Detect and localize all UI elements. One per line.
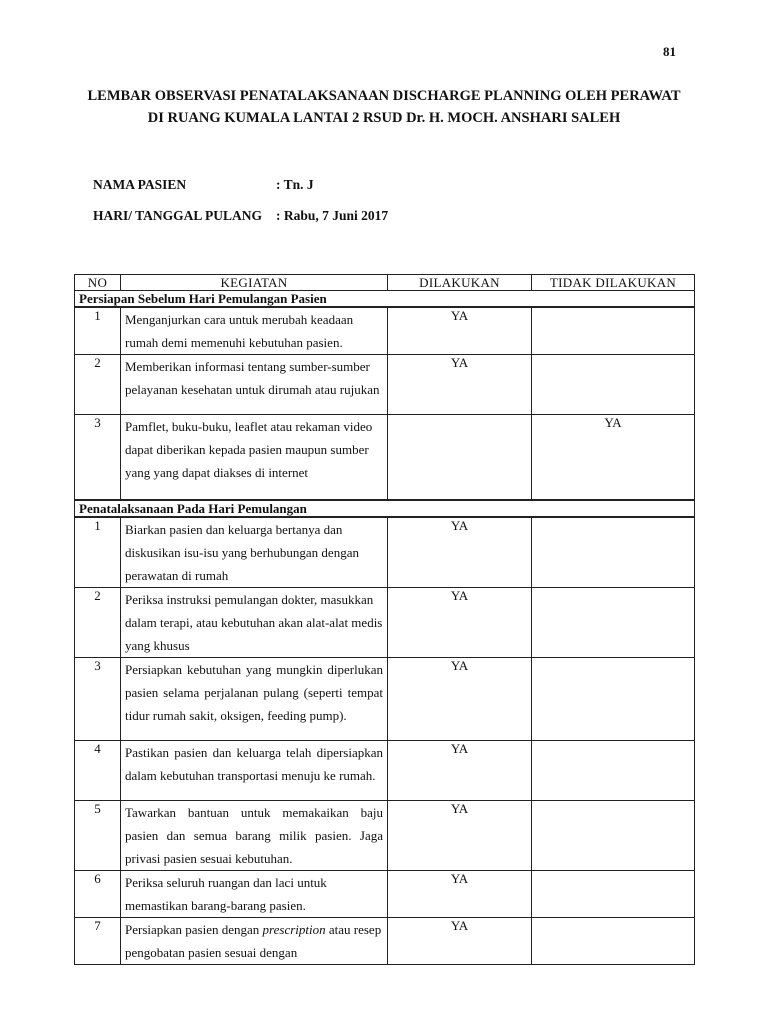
table-header-row [75, 275, 695, 291]
table-row [75, 658, 695, 741]
table-row [75, 918, 695, 965]
row-activity: Periksa seluruh ruangan dan laci untuk memastikan barang-barang pasien. [121, 871, 388, 918]
row-dilakukan: YA [388, 918, 532, 965]
patient-name-label: NAMA PASIEN [93, 177, 187, 192]
table-row [75, 355, 695, 415]
header-tidak-dilakukan: TIDAK DILAKUKAN [532, 275, 695, 291]
row-number: 2 [75, 355, 121, 415]
row-tidak-dilakukan [532, 517, 695, 588]
discharge-date-label: HARI/ TANGGAL PULANG [93, 208, 263, 223]
section-header-row [75, 500, 695, 517]
row-dilakukan: YA [388, 741, 532, 801]
row-tidak-dilakukan [532, 588, 695, 658]
row-activity: Tawarkan bantuan untuk memakaikan baju pasien dan semua barang milik pasien. Jaga privasi pasien sesuai kebutuhan. [121, 801, 388, 871]
row-activity: Persiapkan kebutuhan yang mungkin diperlukan pasien selama perjalanan pulang (seperti tempat tidur rumah sakit, oksigen, feeding pump). [121, 658, 388, 741]
table-row [75, 871, 695, 918]
row-dilakukan: YA [388, 307, 532, 355]
row-activity: Pastikan pasien dan keluarga telah dipersiapkan dalam kebutuhan transportasi menuju ke rumah. [121, 741, 388, 801]
row-number: 7 [75, 918, 121, 965]
table-row [75, 307, 695, 355]
header-no: NO [75, 275, 121, 291]
patient-name-value: : Tn. J [276, 177, 314, 192]
header-dilakukan: DILAKUKAN [388, 275, 532, 291]
row-tidak-dilakukan [532, 355, 695, 415]
row-dilakukan: YA [388, 658, 532, 741]
page-number: 81 [663, 44, 676, 59]
row-dilakukan [388, 415, 532, 501]
row-activity-text-after: atau resep pengobatan pasien sesuai dengan [125, 922, 382, 960]
row-number: 4 [75, 741, 121, 801]
row-activity: Periksa instruksi pemulangan dokter, masukkan dalam terapi, atau kebutuhan akan alat-alat medis yang khusus [121, 588, 388, 658]
section-header-row [75, 291, 695, 308]
section-title: Persiapan Sebelum Hari Pemulangan Pasien [75, 291, 695, 308]
table-row [75, 415, 695, 501]
row-dilakukan: YA [388, 588, 532, 658]
document-title [0, 85, 768, 129]
row-tidak-dilakukan: YA [532, 415, 695, 501]
discharge-date-value: : Rabu, 7 Juni 2017 [276, 208, 389, 223]
table-row [75, 517, 695, 588]
row-activity: Pamflet, buku-buku, leaflet atau rekaman video dapat diberikan kepada pasien maupun sumber yang yang dapat diakses di internet [121, 415, 388, 501]
row-number: 3 [75, 658, 121, 741]
row-activity-italic-term: prescription [262, 922, 326, 937]
row-activity: Memberikan informasi tentang sumber-sumber pelayanan kesehatan untuk dirumah atau rujukan [121, 355, 388, 415]
table-row [75, 588, 695, 658]
row-activity [121, 918, 388, 965]
title-line-2: DI RUANG KUMALA LANTAI 2 RSUD Dr. H. MOCH. ANSHARI SALEH [147, 110, 621, 126]
row-tidak-dilakukan [532, 871, 695, 918]
row-dilakukan: YA [388, 517, 532, 588]
row-dilakukan: YA [388, 355, 532, 415]
patient-name-row [93, 177, 314, 193]
row-tidak-dilakukan [532, 307, 695, 355]
observation-table [74, 274, 695, 965]
header-kegiatan: KEGIATAN [121, 275, 388, 291]
row-activity: Biarkan pasien dan keluarga bertanya dan diskusikan isu-isu yang berhubungan dengan perawatan di rumah [121, 517, 388, 588]
row-tidak-dilakukan [532, 658, 695, 741]
row-dilakukan: YA [388, 871, 532, 918]
row-number: 1 [75, 307, 121, 355]
discharge-date-row [93, 208, 388, 224]
row-number: 3 [75, 415, 121, 501]
row-tidak-dilakukan [532, 801, 695, 871]
row-tidak-dilakukan [532, 918, 695, 965]
row-dilakukan: YA [388, 801, 532, 871]
section-title: Penatalaksanaan Pada Hari Pemulangan [75, 500, 695, 517]
table-row [75, 801, 695, 871]
table-row [75, 741, 695, 801]
row-activity-text-before: Persiapkan pasien dengan [125, 922, 263, 937]
row-activity: Menganjurkan cara untuk merubah keadaan rumah demi memenuhi kebutuhan pasien. [121, 307, 388, 355]
row-tidak-dilakukan [532, 741, 695, 801]
title-line-1: LEMBAR OBSERVASI PENATALAKSANAAN DISCHARGE PLANNING OLEH PERAWAT [87, 88, 681, 104]
row-number: 1 [75, 517, 121, 588]
row-number: 2 [75, 588, 121, 658]
row-number: 6 [75, 871, 121, 918]
row-number: 5 [75, 801, 121, 871]
